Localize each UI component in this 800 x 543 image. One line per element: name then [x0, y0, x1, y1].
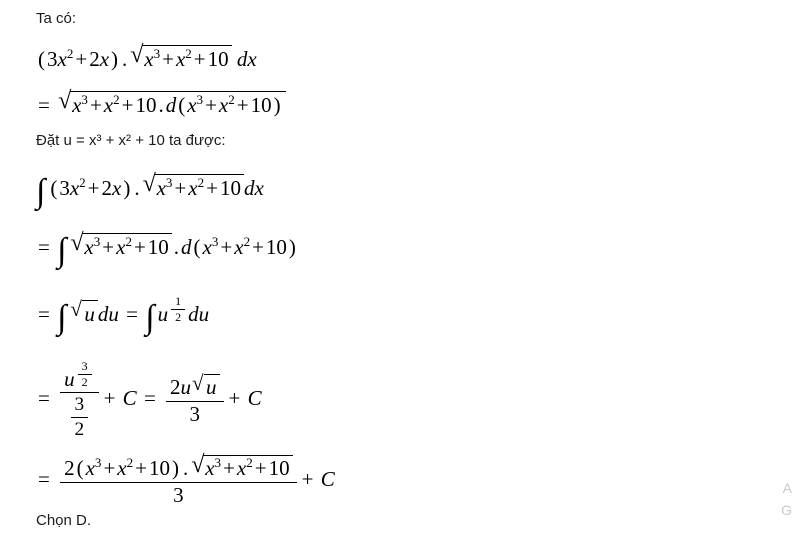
- integral-icon: ∫: [57, 232, 67, 269]
- integral-icon: ∫: [57, 298, 67, 336]
- watermark-letter-a: A: [782, 480, 792, 496]
- fraction: u $^{\frac{3}{2}}$ $\frac{3}{2}$: [60, 360, 98, 441]
- radical-icon: √ u: [192, 374, 220, 400]
- substitution-note: Đặt u = x³ + x² + 10 ta được:: [36, 132, 226, 149]
- integral-icon: ∫: [36, 173, 46, 210]
- math-step-3: ∫ $(3x^2+2x)$ . √ $x^3+x^2+10$ dx: [36, 170, 264, 210]
- integral-icon: ∫: [145, 298, 155, 336]
- math-step-6: = u $^{\frac{3}{2}}$ $\frac{3}{2}$ + C = 2u √ u 3 + C: [38, 359, 262, 441]
- fraction: 2u √ u 3: [166, 374, 224, 426]
- math-step-7: = $2(x^3+x^2+10)$ . √ $x^3+x^2+10$ 3 + C: [38, 451, 335, 507]
- radical-icon: √ u: [70, 300, 98, 327]
- math-step-2: = √ $x^3+x^2+10.d(x^3+x^2+10)$: [18, 91, 286, 118]
- radical-icon: √ $x^3+x^2+10$: [70, 233, 171, 260]
- exponent-fraction: 1 2: [171, 295, 185, 325]
- math-step-5: = ∫ √ u du = ∫ u $^{\frac{1}{2}}$ du: [38, 294, 210, 336]
- fraction: $2(x^3+x^2+10)$ . √ $x^3+x^2+10$ 3: [60, 455, 297, 507]
- watermark-letter-g: G: [781, 502, 792, 518]
- radical-icon: √ $x^3+x^2+10$: [191, 455, 292, 481]
- radical-icon: √ $x^3+x^2+10$: [130, 45, 231, 72]
- radical-icon: √ $x^3+x^2+10$: [143, 174, 244, 201]
- radical-icon: √ $x^3+x^2+10.d(x^3+x^2+10)$: [58, 91, 286, 118]
- intro-label: Ta có:: [36, 10, 77, 27]
- math-step-1: $(3x^2+2x)$ . √ $x^3+x^2+10$ dx: [38, 41, 257, 71]
- math-step-4: = ∫ √ $x^3+x^2+10$ $.d(x^3+x^2+10)$: [38, 229, 296, 269]
- conclusion-label: Chọn D.: [36, 512, 92, 529]
